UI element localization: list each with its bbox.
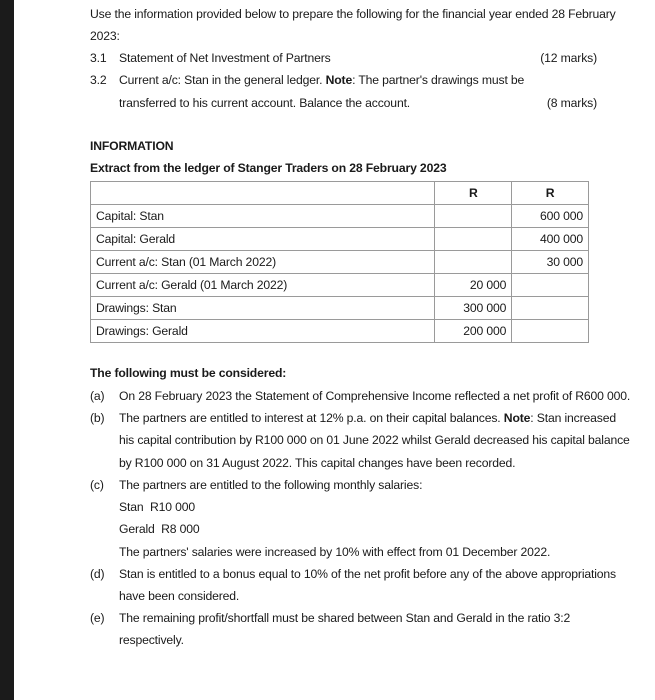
question-text: transferred to his current account. Balance the account. [119, 96, 411, 110]
question-text-part: : The partner's drawings must be [352, 73, 525, 87]
item-text: by R100 000 on 31 August 2022. This capital changes have been recorded. [119, 456, 516, 470]
item-label: (d) [90, 567, 105, 581]
item-text: Stan is entitled to a bonus equal to 10% of the net profit before any of the above appropriations [119, 567, 616, 581]
table-row [91, 228, 589, 251]
account-name: Capital: Gerald [91, 228, 435, 251]
account-name: Drawings: Gerald [91, 320, 435, 343]
table-row [91, 274, 589, 297]
considerations-heading: The following must be considered: [90, 366, 287, 380]
item-label: (e) [90, 611, 105, 625]
account-name: Drawings: Stan [91, 297, 435, 320]
note-label: Note [325, 73, 353, 87]
item-text: have been considered. [119, 589, 240, 603]
question-marks: (8 marks) [546, 96, 597, 110]
table-row [91, 205, 589, 228]
item-text: respectively. [119, 633, 184, 647]
table-row [91, 320, 589, 343]
item-text: On 28 February 2023 the Statement of Comprehensive Income reflected a net profit of R600 000. [119, 389, 631, 403]
table-row [91, 251, 589, 274]
item-text: his capital contribution by R100 000 on 01 June 2022 whilst Gerald decreased his capital balance [119, 433, 630, 447]
header-debit: R [435, 182, 512, 205]
item-label: (a) [90, 389, 105, 403]
salary-gerald: Gerald R8 000 [119, 522, 200, 536]
debit-amount [435, 228, 512, 251]
salary-stan: Stan R10 000 [119, 500, 195, 514]
information-heading: INFORMATION [90, 139, 174, 153]
credit-amount: 30 000 [512, 251, 589, 274]
credit-amount: 400 000 [512, 228, 589, 251]
table-row [91, 297, 589, 320]
extract-heading: Extract from the ledger of Stanger Traders on 28 February 2023 [90, 161, 447, 175]
credit-amount [512, 297, 589, 320]
item-text: The partners are entitled to the following monthly salaries: [119, 478, 423, 492]
intro-line-1: Use the information provided below to prepare the following for the financial year ended 28 February [90, 7, 616, 21]
debit-amount [435, 205, 512, 228]
question-text [119, 73, 524, 87]
credit-amount [512, 320, 589, 343]
note-label: Note [503, 411, 531, 425]
credit-amount: 600 000 [512, 205, 589, 228]
intro-line-2: 2023: [90, 29, 120, 43]
item-text-part: The partners are entitled to interest at 12% p.a. on their capital balances. [119, 411, 501, 425]
debit-amount: 20 000 [435, 274, 512, 297]
credit-amount [512, 274, 589, 297]
account-name: Capital: Stan [91, 205, 435, 228]
item-text-part: : Stan increased [530, 411, 616, 425]
item-label: (c) [90, 478, 104, 492]
account-name: Current a/c: Gerald (01 March 2022) [91, 274, 435, 297]
item-text: The remaining profit/shortfall must be shared between Stan and Gerald in the ratio 3:2 [119, 611, 571, 625]
table-header-row [91, 182, 589, 205]
question-number: 3.1 [90, 51, 107, 65]
header-credit: R [512, 182, 589, 205]
question-text: Statement of Net Investment of Partners [119, 51, 331, 65]
debit-amount: 300 000 [435, 297, 512, 320]
debit-amount: 200 000 [435, 320, 512, 343]
question-number: 3.2 [90, 73, 107, 87]
item-text [119, 411, 616, 425]
document-page [14, 0, 655, 700]
account-name: Current a/c: Stan (01 March 2022) [91, 251, 435, 274]
question-marks: (12 marks) [540, 51, 597, 65]
item-text: The partners' salaries were increased by 10% with effect from 01 December 2022. [119, 545, 551, 559]
item-label: (b) [90, 411, 105, 425]
header-account [91, 182, 435, 205]
ledger-table [90, 181, 589, 343]
debit-amount [435, 251, 512, 274]
question-text-part: Current a/c: Stan in the general ledger. [119, 73, 323, 87]
